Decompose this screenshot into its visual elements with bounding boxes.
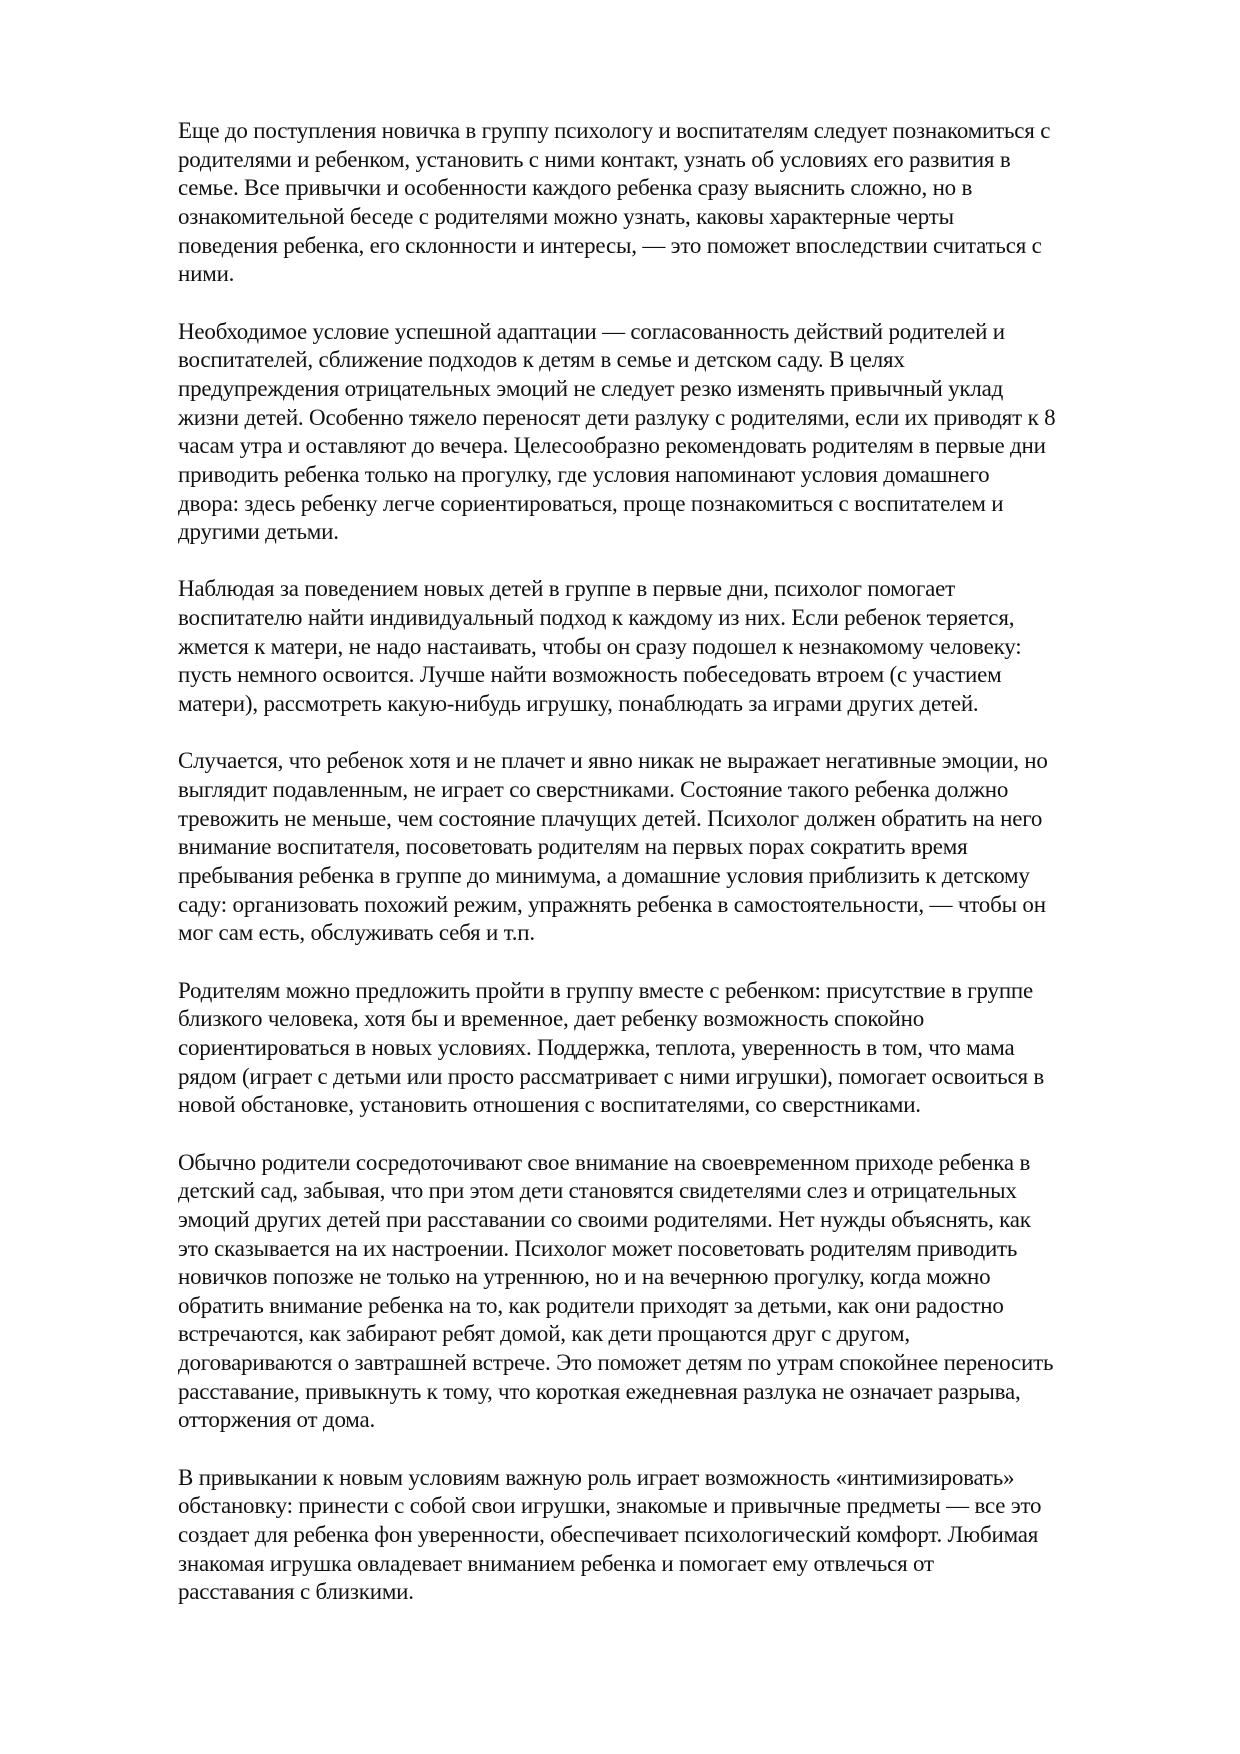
text-line: воспитателей, сближение подходов к детям в семье и детском саду. В целях [178, 347, 905, 373]
text-line: близкого человека, хотя бы и временное, дает ребенку возможность спокойно [178, 1006, 925, 1032]
text-line: Случается, что ребенок хотя и не плачет и явно никак не выражает негативные эмоции, но [178, 748, 1048, 774]
text-line: новой обстановке, установить отношения с воспитателями, со сверстниками. [178, 1092, 921, 1118]
text-line: договариваются о завтрашней встрече. Это поможет детям по утрам спокойнее переносить [178, 1350, 1054, 1376]
paragraph-4 [178, 747, 1178, 948]
text-line: В привыкании к новым условиям важную роль играет возможность «интимизировать» [178, 1464, 1015, 1490]
text-line: эмоций других детей при расставании со своими родителями. Нет нужды объяснять, как [178, 1206, 1031, 1232]
paragraph-1 [178, 117, 1178, 289]
text-line: Еще до поступления новичка в группу психологу и воспитателям следует познакомиться с [178, 118, 1051, 143]
paragraph-3 [178, 575, 1178, 718]
text-line: приводить ребенка только на прогулку, где условия напоминают условия домашнего [178, 461, 990, 487]
text-line: предупреждения отрицательных эмоций не следует резко изменять привычный уклад [178, 375, 1004, 401]
text-line: мог сам есть, обслуживать себя и т.п. [178, 920, 535, 946]
text-line: встречаются, как забирают ребят домой, как дети прощаются друг с другом, [178, 1321, 910, 1347]
text-line: создает для ребенка фон уверенности, обеспечивает психологический комфорт. Любимая [178, 1522, 1039, 1548]
text-line: это сказывается на их настроении. Психолог может посоветовать родителям приводить [178, 1235, 1018, 1261]
text-line: Наблюдая за поведением новых детей в группе в первые дни, психолог помогает [178, 576, 955, 602]
text-line: саду: организовать похожий режим, упражнять ребенка в самостоятельности, — чтобы он [178, 891, 1046, 917]
text-line: другими детьми. [178, 519, 339, 545]
text-line: воспитателю найти индивидуальный подход к каждому из них. Если ребенок теряется, [178, 605, 1015, 631]
text-line: Обычно родители сосредоточивают свое внимание на своевременном приходе ребенка в [178, 1149, 1031, 1175]
text-line: рядом (играет с детьми или просто рассматривает с ними игрушки), помогает освоиться в [178, 1063, 1045, 1089]
text-line: жизни детей. Особенно тяжело переносят дети разлуку с родителями, если их приводят к 8 [178, 404, 1056, 430]
text-line: отторжения от дома. [178, 1407, 376, 1433]
text-line: пребывания ребенка в группе до минимума, а домашние условия приблизить к детскому [178, 863, 1030, 889]
text-line: обстановку: принести с собой свои игрушки, знакомые и привычные предметы — все это [178, 1493, 1042, 1519]
text-line: часам утра и оставляют до вечера. Целесообразно рекомендовать родителям в первые дни [178, 433, 1046, 459]
text-line: знакомая игрушка овладевает вниманием ребенка и помогает ему отвлечься от [178, 1550, 934, 1576]
text-line: семье. Все привычки и особенности каждого ребенка сразу выяснить сложно, но в [178, 175, 973, 201]
text-line: Родителям можно предложить пройти в группу вместе с ребенком: присутствие в группе [178, 977, 1034, 1003]
document-page [178, 117, 1178, 1636]
text-line: матери), рассмотреть какую-нибудь игрушку, понаблюдать за играми других детей. [178, 691, 979, 717]
text-line: выглядит подавленным, не играет со сверстниками. Состояние такого ребенка должно [178, 777, 1009, 803]
text-line: ними. [178, 261, 235, 287]
text-line: внимание воспитателя, посоветовать родителям на первых порах сократить время [178, 834, 968, 860]
text-line: пусть немного освоится. Лучше найти возможность побеседовать втроем (с участием [178, 662, 1002, 688]
text-line: родителями и ребенком, установить с ними контакт, узнать об условиях его развития в [178, 146, 1011, 172]
text-line: расставания с близкими. [178, 1579, 414, 1605]
text-line: Необходимое условие успешной адаптации — согласованность действий родителей и [178, 318, 1005, 344]
text-line: тревожить не меньше, чем состояние плачущих детей. Психолог должен обратить на него [178, 805, 1043, 831]
text-line: двора: здесь ребенку легче сориентироваться, проще познакомиться с воспитателем и [178, 490, 1004, 516]
text-line: жмется к матери, не надо настаивать, чтобы он сразу подошел к незнакомому человеку: [178, 633, 1022, 659]
paragraph-2 [178, 318, 1178, 547]
paragraph-6 [178, 1149, 1178, 1436]
text-line: детский сад, забывая, что при этом дети становятся свидетелями слез и отрицательных [178, 1178, 1017, 1204]
text-line: расставание, привыкнуть к тому, что короткая ежедневная разлука не означает разрыва, [178, 1378, 1021, 1404]
text-line: обратить внимание ребенка на то, как родители приходят за детьми, как они радостно [178, 1292, 1004, 1318]
text-line: ознакомительной беседе с родителями можно узнать, каковы характерные черты [178, 203, 954, 229]
text-line: новичков попозже не только на утреннюю, но и на вечернюю прогулку, когда можно [178, 1264, 991, 1290]
paragraph-5 [178, 977, 1178, 1120]
text-line: сориентироваться в новых условиях. Поддержка, теплота, уверенность в том, что мама [178, 1034, 1015, 1060]
paragraph-7 [178, 1464, 1178, 1607]
text-line: поведения ребенка, его склонности и интересы, — это поможет впоследствии считаться с [178, 232, 1042, 258]
